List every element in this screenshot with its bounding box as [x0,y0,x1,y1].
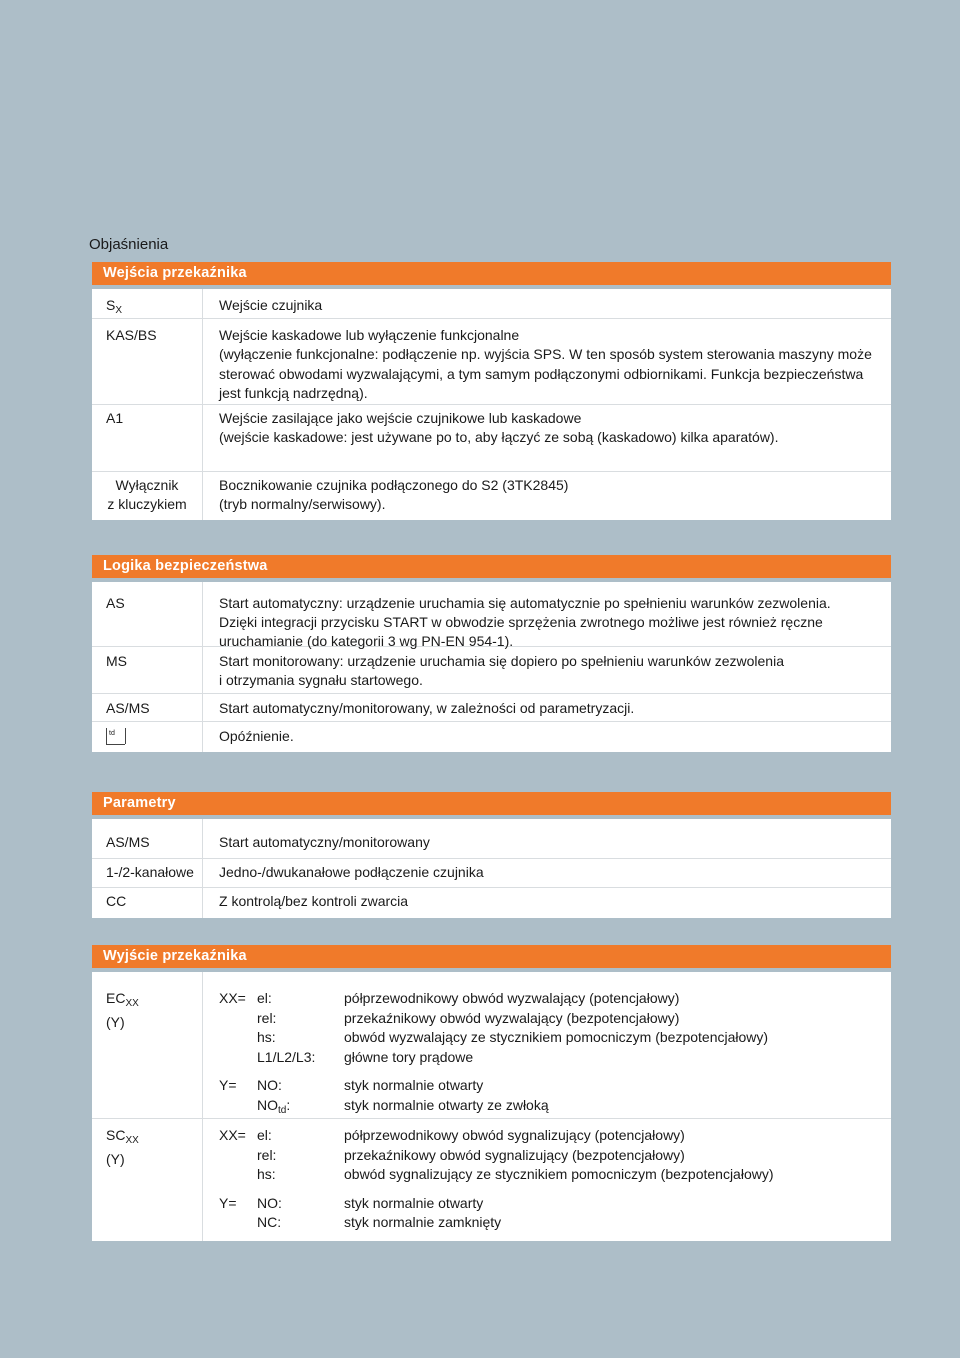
label-key-switch-1: Wyłącznik [115,477,179,493]
ec-xx-l123: L1/L2/L3: główne tory prądowe [257,1048,474,1065]
ec-xx-hs: hs: obwód wyzwalający ze stycznikiem pomocniczym (bezpotencjałowy) [257,1029,769,1046]
section-parameters [92,792,891,918]
desc-as-3: uruchamianie (do kategorii 3 wg PN-EN 954-1). [219,633,514,649]
desc-ms-1: Start monitorowany: urządzenie uruchamia się dopiero po spełnieniu warunków zezwolenia [219,653,784,669]
sc-y-nc: NC: styk normalnie zamknięty [257,1214,502,1231]
desc-sx: Wejście czujnika [219,297,323,313]
row-param-cc [92,888,891,918]
row-param-channels [92,859,891,888]
desc-kas-bs-3: sterować obwodami wyzwalającymi, a tym samym podłączonymi odbiornikami. Funkcja bezpieczeństwa [219,365,864,382]
label-param-as-ms: AS/MS [92,819,203,858]
section-relay-output [92,945,891,1241]
section-safety-logic [92,555,891,752]
label-kas-bs: KAS/BS [92,319,203,404]
desc-as-2: Dzięki integracji przycisku START w obwodzie sprzężenia zwrotnego możliwe jest również ręczne [219,614,823,630]
desc-kas-bs-1: Wejście kaskadowe lub wyłączenie funkcjonalne [219,327,520,343]
desc-a1-1: Wejście zasilające jako wejście czujnikowe lub kaskadowe [219,410,582,426]
row-ms [92,647,891,694]
sc-xx-rel: rel: przekaźnikowy obwód sygnalizujący (bezpotencjałowy) [257,1146,685,1163]
page-title: Objaśnienia [89,236,169,253]
label-sx: S [106,297,116,313]
desc-key-switch-2: (tryb normalny/serwisowy). [219,496,386,512]
label-sc-y: (Y) [106,1151,125,1167]
ec-y-notd: $NO_{td}$: styk normalnie otwarty ze zwłoką [257,1096,549,1116]
label-sx-sub: X [115,305,123,316]
desc-ms-2: i otrzymania sygnału startowego. [219,672,423,688]
row-sc [92,1119,891,1241]
label-as-ms: AS/MS [92,694,203,721]
desc-delay: Opóźnienie. [219,728,294,744]
ec-y-no: Y= NO: styk normalnie otwarty [219,1077,484,1094]
label-sc-sub: XX [125,1135,139,1146]
section-header-inputs: Wejścia przekaźnika [92,262,891,285]
desc-as-1: Start automatyczny: urządzenie uruchamia się automatycznie po spełnieniu warunków zezwolenia. [219,595,831,611]
desc-a1-2: (wejście kaskadowe: jest używane po to, aby łączyć ze sobą (kaskadowo) kilka aparatów). [219,429,779,445]
label-param-channels: 1-/2-kanałowe [92,859,203,887]
label-a1: A1 [92,405,203,471]
row-kas-bs [92,319,891,405]
row-ec [92,972,891,1119]
label-sc: SC [106,1127,126,1143]
ec-xx-el: XX= el: półprzewodnikowy obwód wyzwalający (potencjałowy) [219,990,680,1006]
row-sx [92,289,891,319]
ec-xx-rel: rel: przekaźnikowy obwód wyzwalający (bezpotencjałowy) [257,1009,680,1026]
desc-param-cc: Z kontrolą/bez kontroli zwarcia [219,893,409,909]
label-ec-y: (Y) [106,1014,125,1030]
row-key-switch [92,472,891,520]
label-ec-sub: XX [125,998,139,1009]
label-key-switch-2: z kluczykiem [107,496,187,512]
section-relay-inputs [92,262,891,520]
sc-xx-hs: hs: obwód sygnalizujący ze stycznikiem pomocniczym (bezpotencjałowy) [257,1166,774,1183]
row-delay [92,722,891,752]
row-as [92,582,891,647]
delay-td-icon-text: td [109,730,115,737]
label-as: AS [92,582,203,646]
row-a1 [92,405,891,472]
desc-kas-bs-4: jest funkcją nadrzędną). [219,385,368,402]
section-header-outputs: Wyjście przekaźnika [92,945,891,968]
desc-kas-bs-2: (wyłączenie funkcjonalne: podłączenie np. wyjścia SPS. W ten sposób system sterowania maszyny może [219,346,872,363]
label-ms: MS [92,647,203,693]
desc-param-channels: Jedno-/dwukanałowe podłączenie czujnika [219,864,484,880]
desc-param-as-ms: Start automatyczny/monitorowany [219,834,430,850]
delay-td-icon [106,728,125,745]
desc-key-switch-1: Bocznikowanie czujnika podłączonego do S2 (3TK2845) [219,477,569,493]
row-param-as-ms [92,819,891,859]
label-param-cc: CC [92,888,203,918]
label-ec: EC [106,990,126,1006]
section-header-params: Parametry [92,792,891,815]
desc-as-ms: Start automatyczny/monitorowany, w zależności od parametryzacji. [219,700,635,716]
sc-y-no: Y= NO: styk normalnie otwarty [219,1194,484,1211]
section-header-logic: Logika bezpieczeństwa [92,555,891,578]
row-as-ms [92,694,891,722]
sc-xx-el: XX= el: półprzewodnikowy obwód sygnalizujący (potencjałowy) [219,1127,685,1143]
